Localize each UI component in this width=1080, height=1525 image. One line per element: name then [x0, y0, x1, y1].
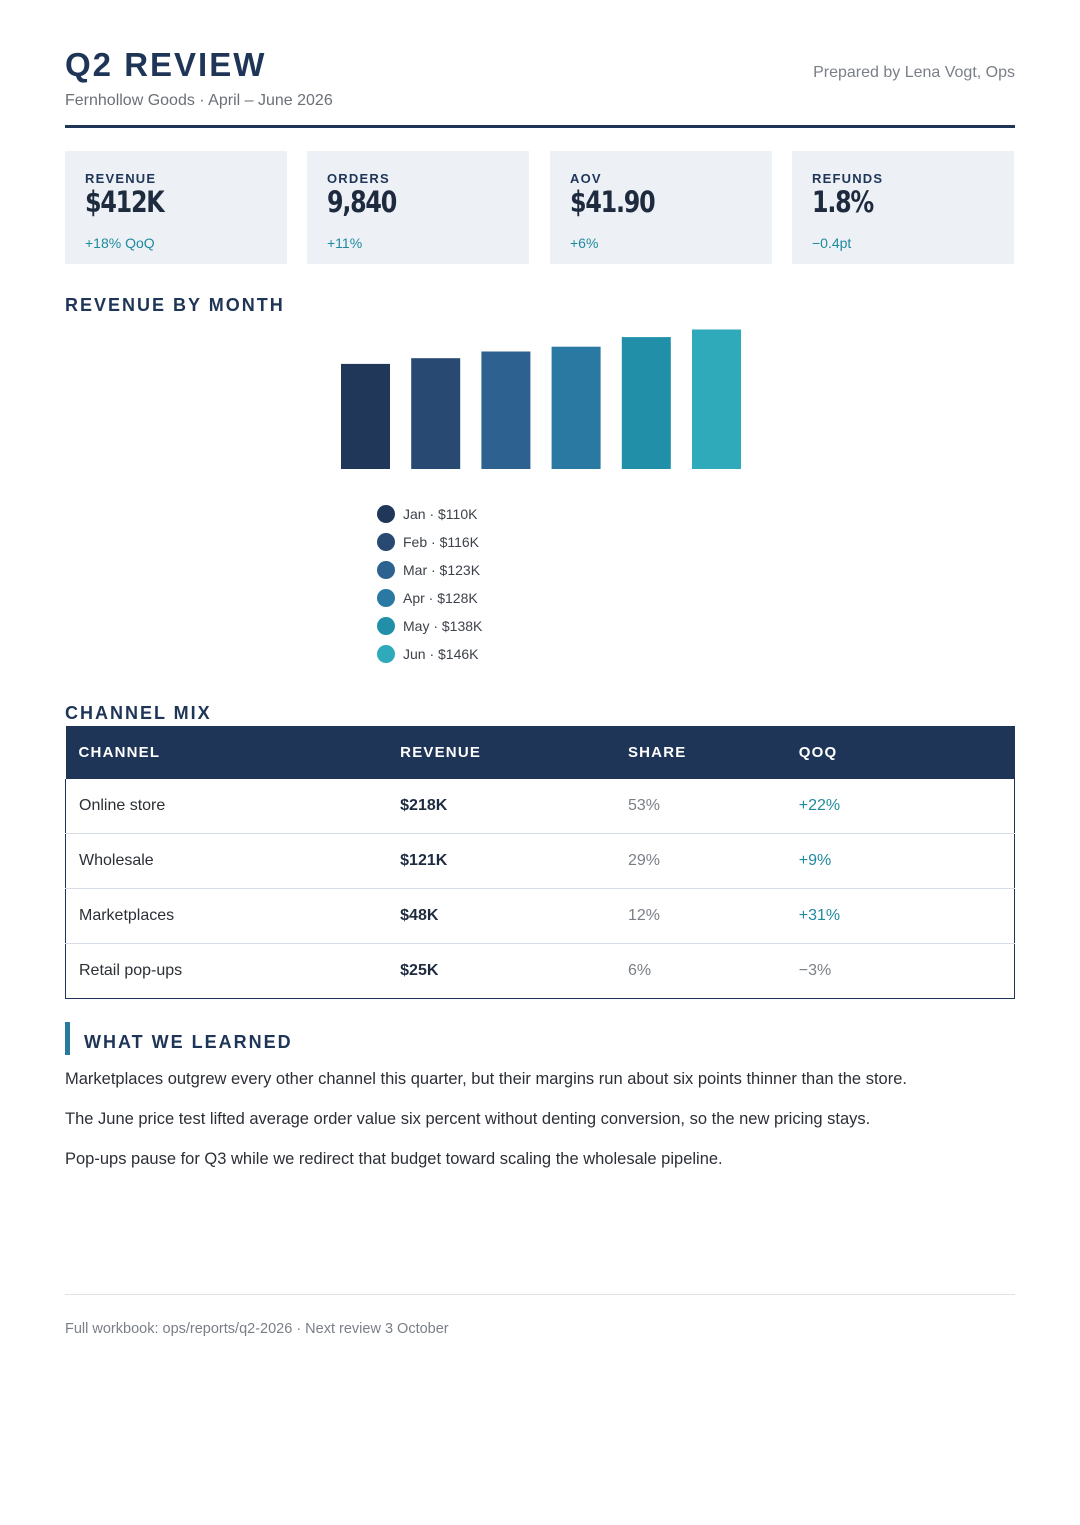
- kpi-label: AOV: [570, 171, 602, 186]
- kpi-value: $41.90: [570, 185, 655, 219]
- page-title: Q2 REVIEW: [65, 46, 267, 83]
- learned-section-title: WHAT WE LEARNED: [84, 1032, 293, 1052]
- kpi-delta: +18% QoQ: [85, 235, 155, 251]
- table-row: [66, 834, 1015, 889]
- legend-item-apr: [377, 584, 482, 612]
- bar-jun: [692, 330, 741, 470]
- legend-swatch: [377, 561, 395, 579]
- chart-legend: [377, 500, 482, 668]
- channel-share: 29%: [615, 834, 786, 889]
- page-subtitle: Fernhollow Goods · April – June 2026: [65, 92, 333, 109]
- legend-label: Jun · $146K: [403, 646, 479, 662]
- kpi-value: 1.8%: [812, 185, 874, 219]
- channel-revenue: $121K: [387, 834, 615, 889]
- table-row: [66, 944, 1015, 999]
- kpi-label: ORDERS: [327, 171, 390, 186]
- legend-label: Apr · $128K: [403, 590, 478, 606]
- bar-jan: [341, 364, 390, 469]
- column-header-share: SHARE: [615, 726, 786, 779]
- legend-swatch: [377, 645, 395, 663]
- legend-swatch: [377, 617, 395, 635]
- legend-item-mar: [377, 556, 482, 584]
- revenue-bar-chart: [65, 320, 1015, 480]
- channel-qoq: +31%: [786, 889, 1015, 944]
- bar-mar: [481, 352, 530, 470]
- channel-revenue: $25K: [387, 944, 615, 999]
- legend-item-jun: [377, 640, 482, 668]
- kpi-label: REVENUE: [85, 171, 157, 186]
- learned-note: The June price test lifted average order value six percent without denting conversion, so the new pricing stays.: [65, 1110, 871, 1128]
- header-divider: [65, 125, 1015, 128]
- kpi-card-aov: [550, 151, 772, 264]
- kpi-delta: +6%: [570, 235, 599, 251]
- bar-may: [622, 337, 671, 469]
- footer-text: Full workbook: ops/reports/q2-2026 · Next review 3 October: [65, 1321, 449, 1337]
- learned-notes: [65, 1068, 1015, 1188]
- kpi-delta: +11%: [327, 235, 363, 251]
- channel-mix-table: [65, 726, 1015, 999]
- channel-qoq: −3%: [786, 944, 1015, 999]
- bar-feb: [411, 358, 460, 469]
- channel-qoq: +9%: [786, 834, 1015, 889]
- footer-divider: [65, 1294, 1015, 1295]
- legend-item-feb: [377, 528, 482, 556]
- legend-label: Jan · $110K: [403, 506, 478, 522]
- kpi-value: 9,840: [327, 185, 397, 219]
- prepared-by: Prepared by Lena Vogt, Ops: [813, 64, 1015, 81]
- channel-name: Wholesale: [66, 834, 388, 889]
- legend-swatch: [377, 589, 395, 607]
- bar-apr: [552, 347, 601, 469]
- legend-swatch: [377, 533, 395, 551]
- legend-item-may: [377, 612, 482, 640]
- column-header-channel: CHANNEL: [66, 726, 388, 779]
- channel-section-title: CHANNEL MIX: [65, 703, 212, 723]
- channel-share: 6%: [615, 944, 786, 999]
- column-header-revenue: REVENUE: [387, 726, 615, 779]
- kpi-card-refunds: [792, 151, 1014, 264]
- table-row: [66, 889, 1015, 944]
- learned-note: Pop-ups pause for Q3 while we redirect that budget toward scaling the wholesale pipeline.: [65, 1150, 723, 1168]
- kpi-card-orders: [307, 151, 529, 264]
- learned-accent-bar: [65, 1022, 70, 1055]
- kpi-label: REFUNDS: [812, 171, 884, 186]
- channel-share: 12%: [615, 889, 786, 944]
- channel-share: 53%: [615, 779, 786, 834]
- channel-name: Marketplaces: [66, 889, 388, 944]
- legend-label: Feb · $116K: [403, 534, 480, 550]
- channel-name: Retail pop-ups: [66, 944, 388, 999]
- channel-name: Online store: [66, 779, 388, 834]
- legend-label: Mar · $123K: [403, 562, 481, 578]
- kpi-value: $412K: [85, 185, 164, 219]
- table-header-row: [66, 726, 1015, 779]
- kpi-card-revenue: [65, 151, 287, 264]
- channel-revenue: $218K: [387, 779, 615, 834]
- revenue-section-title: REVENUE BY MONTH: [65, 295, 285, 315]
- legend-item-jan: [377, 500, 482, 528]
- learned-note: Marketplaces outgrew every other channel this quarter, but their margins run about six points thinner than the store.: [65, 1070, 907, 1088]
- channel-revenue: $48K: [387, 889, 615, 944]
- legend-label: May · $138K: [403, 618, 483, 634]
- channel-qoq: +22%: [786, 779, 1015, 834]
- table-row: [66, 779, 1015, 834]
- legend-swatch: [377, 505, 395, 523]
- kpi-delta: −0.4pt: [812, 235, 852, 251]
- column-header-qoq: QOQ: [786, 726, 1015, 779]
